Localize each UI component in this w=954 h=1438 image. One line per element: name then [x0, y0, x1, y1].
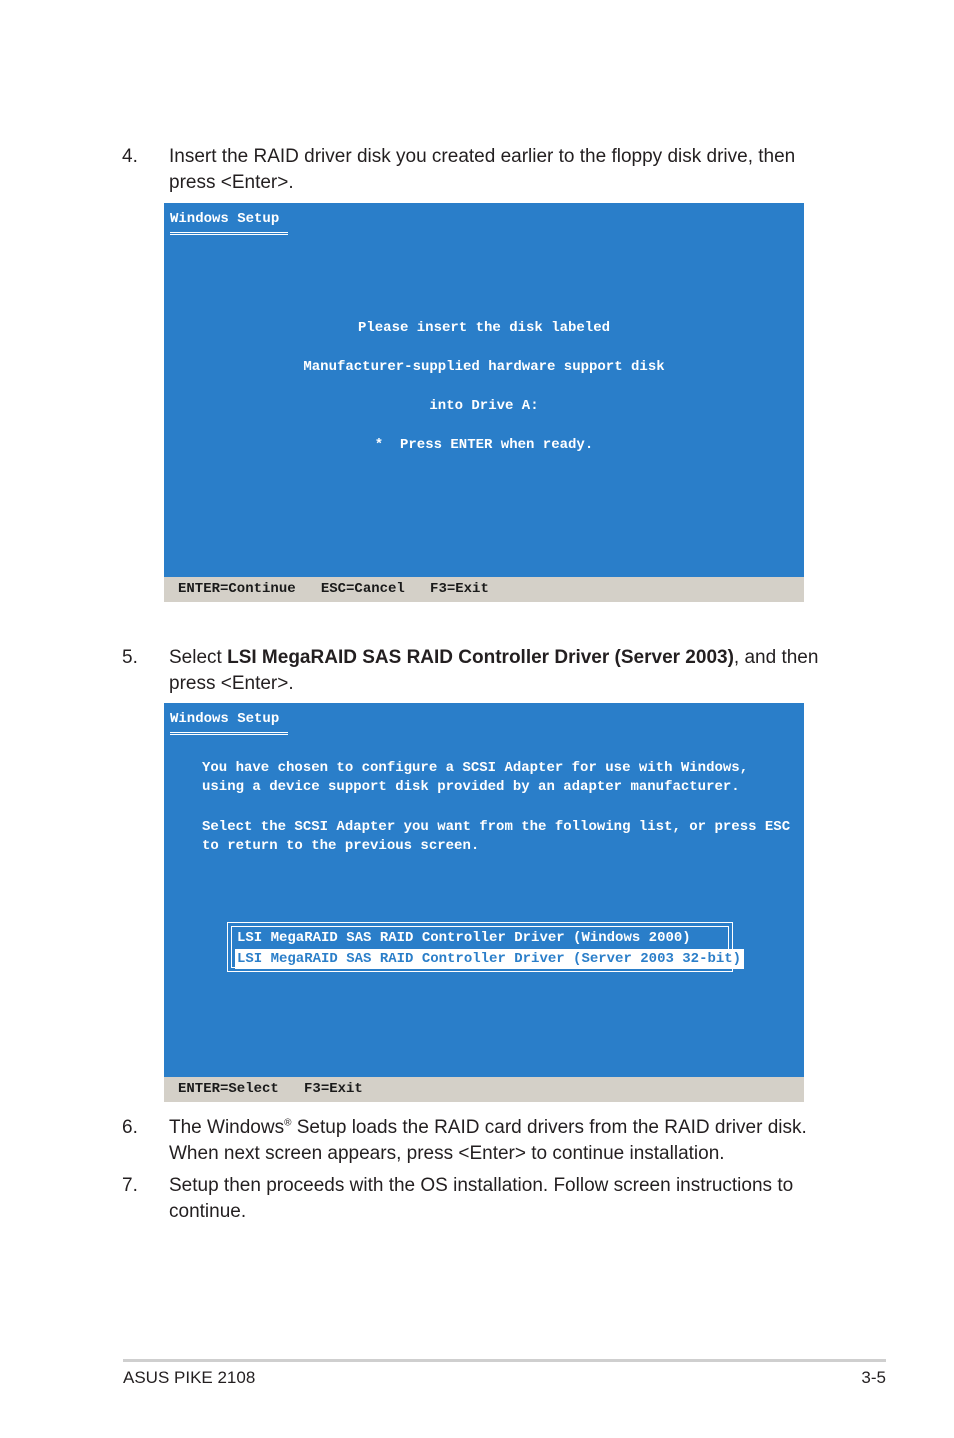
step-text: The Windows® Setup loads the RAID card drivers from the RAID driver disk. When next screen appears, press <Enter> to continue installation. — [169, 1117, 807, 1164]
step-5 — [122, 645, 852, 697]
driver-name: LSI MegaRAID SAS RAID Controller Driver (Server 2003) — [227, 647, 734, 668]
step-number: 6. — [122, 1117, 138, 1138]
step-number: 4. — [122, 146, 138, 167]
screen-title: Windows Setup — [170, 711, 288, 735]
prompt-line: * Press ENTER when ready. — [374, 437, 594, 453]
footer-divider — [123, 1359, 886, 1362]
adapter-option-server-2003[interactable]: LSI MegaRAID SAS RAID Controller Driver (Server 2003 32-bit) — [235, 949, 744, 969]
adapter-option-windows-2000[interactable]: LSI MegaRAID SAS RAID Controller Driver (Windows 2000) — [237, 930, 691, 946]
step-number: 5. — [122, 647, 138, 668]
info-line: to return to the previous screen. — [202, 838, 480, 854]
setup-screen-insert-disk — [164, 203, 804, 602]
prompt-line: Manufacturer-supplied hardware support disk — [303, 359, 665, 375]
status-keys: ENTER=Continue ESC=Cancel F3=Exit — [178, 581, 489, 597]
step-text: Insert the RAID driver disk you created earlier to the floppy disk drive, then press <Enter>. — [169, 146, 796, 193]
prompt-line: Please insert the disk labeled — [357, 320, 611, 336]
info-line: Select the SCSI Adapter you want from the following list, or press ESC — [202, 819, 791, 835]
status-keys: ENTER=Select F3=Exit — [178, 1081, 363, 1097]
prompt-line: into Drive A: — [429, 398, 539, 414]
setup-screen-select-adapter — [164, 703, 804, 1102]
status-bar — [164, 1077, 804, 1102]
step-text: Select LSI MegaRAID SAS RAID Controller Driver (Server 2003), and then press <Enter>. — [169, 647, 819, 694]
step-4 — [122, 144, 852, 196]
page-number: 3-5 — [861, 1368, 886, 1387]
info-line: using a device support disk provided by an adapter manufacturer. — [202, 779, 740, 795]
info-line: You have chosen to configure a SCSI Adapter for use with Windows, — [202, 760, 749, 776]
step-6 — [122, 1115, 852, 1167]
step-number: 7. — [122, 1175, 138, 1196]
screen-title: Windows Setup — [170, 211, 288, 235]
footer-product: ASUS PIKE 2108 — [123, 1368, 256, 1387]
adapter-listbox[interactable] — [227, 922, 742, 972]
step-text: Setup then proceeds with the OS installation. Follow screen instructions to continue. — [169, 1175, 794, 1222]
step-7 — [122, 1173, 852, 1225]
listbox-frame — [231, 926, 742, 968]
status-bar — [164, 577, 804, 602]
